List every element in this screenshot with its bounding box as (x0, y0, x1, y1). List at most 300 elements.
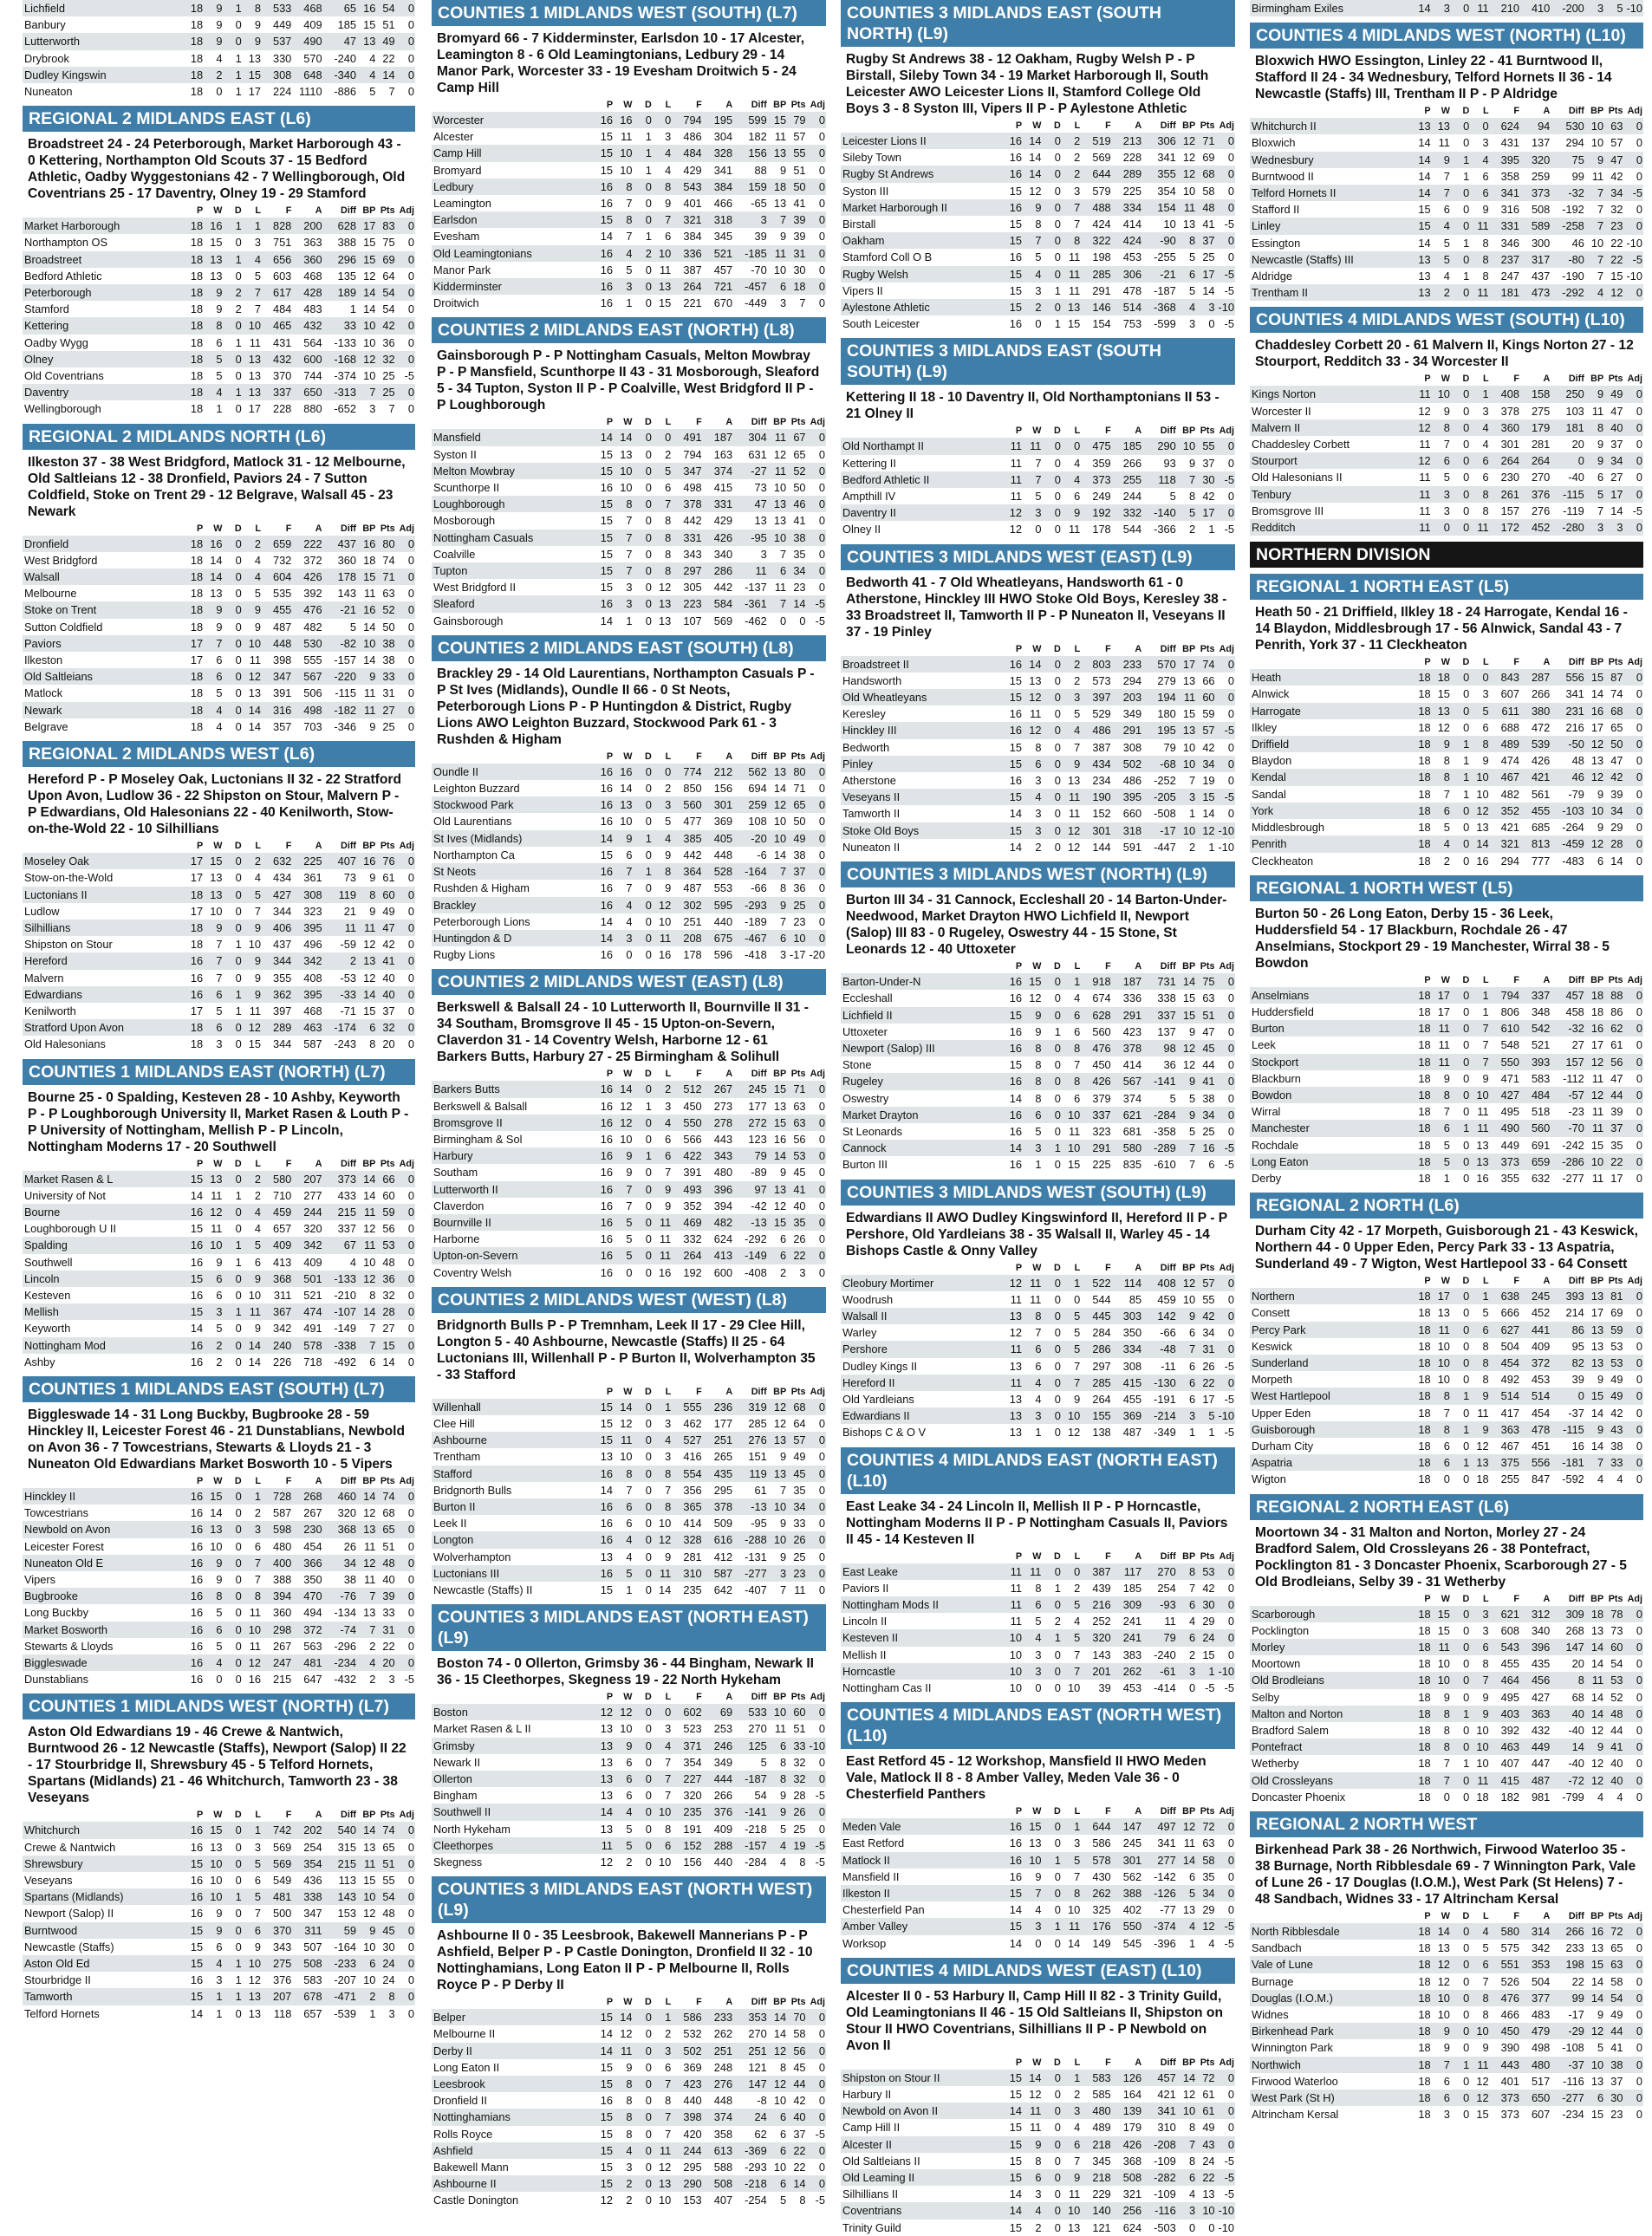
stat-pts: 63 (1202, 991, 1215, 1005)
stat-d: 0 (1463, 1657, 1470, 1671)
stat-bp: 12 (1177, 1040, 1196, 1056)
table-row (23, 1187, 415, 1204)
column-header-p: P (196, 523, 204, 534)
table-row (432, 245, 826, 262)
stat-f: 495 (1500, 1105, 1519, 1119)
stat-adj: 0 (407, 1004, 414, 1017)
stat-f: 394 (262, 1588, 292, 1604)
stat-p: 16 (190, 1539, 204, 1553)
stat-bp: 13 (357, 33, 376, 49)
table-row (1250, 1672, 1643, 1688)
stat-pts: 36 (376, 1271, 395, 1287)
stat-f: 387 (1081, 1563, 1111, 1580)
stat-a: 470 (292, 1588, 322, 1604)
stat-bp: 10 (363, 1940, 376, 1953)
team-name: Old Saltleians (23, 668, 185, 685)
stat-adj: 0 (818, 130, 825, 144)
column-header-a: A (315, 1475, 322, 1486)
stat-p: 18 (1418, 1690, 1431, 1704)
stat-w: 5 (614, 1837, 633, 1854)
stat-d: 0 (633, 211, 652, 228)
stat-l: 8 (1482, 1373, 1489, 1387)
stat-diff: 16 (1571, 1439, 1584, 1453)
stat-l: 7 (1074, 1058, 1081, 1072)
stat-p: 18 (1418, 1038, 1431, 1052)
stat-diff: -137 (745, 581, 767, 595)
column-header-adj: Adj (1627, 1911, 1642, 1922)
column-header-bp: BP (1590, 974, 1604, 985)
stat-bp: 15 (1585, 669, 1604, 686)
stat-a: 544 (1122, 523, 1142, 536)
stat-pts: 47 (1610, 754, 1623, 768)
stat-w: 5 (614, 1214, 633, 1231)
stat-w: 4 (614, 2142, 633, 2159)
stat-diff: 270 (748, 2027, 767, 2041)
stat-f: 519 (1081, 133, 1111, 149)
stat-adj: 0 (1216, 689, 1235, 705)
stat-p: 15 (600, 2127, 614, 2141)
stat-p: 13 (1004, 1308, 1023, 1324)
stat-w: 9 (216, 302, 223, 316)
stat-p: 15 (1004, 299, 1023, 315)
stat-w: 14 (204, 569, 223, 585)
column-header-w: W (1441, 1911, 1450, 1922)
stat-pts: 54 (376, 0, 395, 16)
stat-pts: 36 (793, 881, 806, 895)
stat-d: 1 (1042, 1629, 1061, 1646)
table-row (1250, 719, 1643, 736)
stat-l: 12 (653, 1531, 672, 1548)
stat-w: 9 (1432, 2023, 1451, 2039)
team-name: Alcester (433, 130, 474, 144)
stat-diff: 26 (343, 1539, 357, 1553)
column-header-pts: Pts (790, 1386, 806, 1397)
stat-p: 16 (1009, 250, 1023, 264)
stat-p: 18 (1412, 669, 1431, 686)
stat-w: 6 (216, 1288, 223, 1302)
stat-p: 18 (1412, 1154, 1431, 1170)
stat-adj: -10 (1218, 2220, 1234, 2234)
stat-l: 9 (665, 848, 672, 861)
stat-diff: -77 (1160, 1903, 1176, 1917)
stat-a: 277 (303, 1188, 322, 1202)
stat-adj: 0 (807, 1704, 826, 1720)
stat-a: 374 (703, 463, 733, 479)
table-row (1250, 752, 1643, 769)
stat-d: 0 (645, 782, 652, 796)
stat-f: 406 (262, 920, 292, 936)
stat-adj: 0 (807, 1081, 826, 1097)
stat-diff: 5 (1169, 490, 1176, 504)
stat-f: 337 (1081, 1107, 1111, 1123)
stat-adj: 0 (1636, 169, 1642, 183)
stat-d: 0 (223, 1337, 242, 1354)
column-header-f: F (1105, 426, 1111, 437)
stat-diff: -57 (1551, 1087, 1585, 1103)
stat-l: 14 (1068, 1936, 1081, 1950)
stat-adj: 0 (1624, 1706, 1644, 1722)
column-header-diff: Diff (751, 417, 767, 428)
column-2 (432, 0, 826, 2219)
stat-f: 427 (262, 887, 292, 903)
stat-bp: 11 (357, 702, 376, 718)
stat-adj: 0 (1624, 519, 1644, 536)
stat-f: 376 (272, 1973, 292, 1987)
stat-w: 9 (204, 920, 223, 936)
column-header-adj: Adj (810, 1386, 825, 1397)
stat-f: 365 (672, 1498, 702, 1515)
stat-l: 7 (665, 1166, 672, 1180)
stat-p: 18 (1412, 1956, 1431, 1973)
stat-w: 8 (1432, 419, 1451, 436)
stat-l: 4 (653, 830, 672, 847)
stat-pts: 29 (1610, 821, 1623, 835)
column-header-l: L (1074, 1262, 1081, 1273)
column-header-d: D (1462, 106, 1470, 117)
stat-pts: 26 (1202, 1359, 1215, 1373)
table-row (1250, 1606, 1643, 1622)
stat-diff: -112 (1563, 1071, 1584, 1085)
stat-l: 1 (1062, 1818, 1081, 1835)
stat-w: 7 (626, 1483, 633, 1497)
table-row (23, 936, 415, 952)
stat-p: 18 (185, 601, 204, 618)
stat-a: 480 (713, 1166, 733, 1180)
table-row (841, 772, 1235, 789)
team-name: Birstall (842, 218, 876, 231)
stat-pts: 4 (1208, 1936, 1215, 1950)
stat-d: 1 (235, 938, 242, 952)
stat-a: 490 (292, 33, 322, 49)
stat-diff: 151 (748, 1450, 767, 1464)
stat-bp: 10 (357, 635, 376, 652)
stat-p: 18 (1418, 1406, 1431, 1420)
team-name: Redditch (1250, 519, 1412, 536)
table-row (1250, 1170, 1643, 1186)
stat-bp: 12 (1585, 769, 1604, 785)
stat-pts: 42 (793, 2094, 806, 2108)
column-header-d: D (1054, 2057, 1061, 2068)
stat-pts: 63 (793, 1099, 806, 1113)
table-row (432, 1821, 826, 1837)
stat-l: 2 (1062, 166, 1081, 182)
stat-pts: 44 (1202, 1058, 1215, 1072)
stat-adj: 0 (407, 1539, 414, 1553)
stat-bp: 6 (1189, 1326, 1196, 1340)
stat-adj: 0 (1227, 456, 1234, 470)
column-header-adj: Adj (1627, 1276, 1642, 1287)
stat-l: 3 (254, 236, 262, 250)
stat-adj: 0 (1216, 1107, 1235, 1123)
team-name: Moortown (1252, 1657, 1301, 1671)
stat-d: 0 (645, 581, 652, 595)
stat-pts: 50 (1604, 736, 1623, 752)
stat-bp: 14 (357, 1822, 376, 1838)
stat-d: 0 (633, 496, 652, 512)
stat-d: 0 (645, 948, 652, 962)
team-name: Dronfield (23, 536, 185, 552)
stat-d: 1 (223, 384, 242, 400)
stat-d: 1 (645, 1099, 652, 1113)
stat-l: 8 (665, 1822, 672, 1836)
column-header-adj: Adj (810, 417, 825, 428)
stat-f: 262 (1081, 1885, 1111, 1901)
stat-diff: 142 (1142, 1308, 1177, 1324)
stat-pts: 41 (793, 514, 806, 528)
team-name: Luctonians III (432, 1565, 595, 1582)
stat-pts: 57 (787, 1432, 806, 1448)
table-row (23, 0, 415, 16)
stat-d: 0 (1463, 1339, 1470, 1353)
stat-l: 8 (1470, 486, 1489, 503)
team-name: Bridgnorth Bulls (433, 1483, 512, 1497)
league-section (23, 741, 415, 1052)
team-column-header (23, 1158, 185, 1171)
stat-a: 301 (1112, 1852, 1142, 1869)
stat-w: 6 (1443, 2074, 1450, 2088)
stat-adj: 0 (1227, 2088, 1234, 2102)
stat-d: 0 (1054, 1392, 1061, 1406)
column-header-p: P (606, 417, 614, 428)
table-row (841, 1056, 1235, 1073)
stat-a: 508 (1531, 203, 1551, 217)
stat-p: 13 (595, 1771, 614, 1787)
stat-w: 6 (626, 848, 633, 861)
stat-bp: 10 (1177, 756, 1196, 772)
stat-bp: 7 (1585, 1454, 1604, 1471)
stat-p: 17 (185, 853, 204, 869)
table-row (1250, 235, 1643, 251)
table-row (432, 764, 826, 780)
table-row (432, 446, 826, 463)
column-header-f: F (285, 1158, 292, 1169)
stat-l: 9 (1062, 756, 1081, 772)
stat-a: 453 (1122, 250, 1142, 264)
column-header-a: A (315, 205, 322, 217)
stat-a: 424 (1112, 232, 1142, 249)
team-name: Castle Donington (433, 2194, 519, 2207)
stat-adj: 0 (407, 1288, 414, 1302)
stat-diff: 11 (733, 562, 768, 579)
stat-d: 0 (633, 764, 652, 780)
stat-adj: 0 (396, 1488, 415, 1505)
stat-p: 16 (190, 1355, 204, 1368)
stat-pts: 32 (376, 351, 395, 367)
stat-f: 224 (272, 85, 292, 99)
stat-d: 0 (1054, 1903, 1061, 1917)
stat-w: 3 (626, 2161, 633, 2174)
stat-bp: 7 (1177, 1140, 1196, 1156)
results-summary: Durham City 42 - 17 Morpeth, Guisborough 21 - 43 Keswick, Northern 44 - 0 Upper Eden, Percy Park 33 - 13 Aspatria, Sunderland 49 - 7 Wigton, West Hartlepool 33 - 64 Consett (1255, 1224, 1638, 1272)
stat-p: 16 (600, 1166, 614, 1180)
standings-table (23, 0, 415, 100)
table-row (841, 2086, 1235, 2103)
standings-table (841, 643, 1235, 855)
stat-diff: 93 (1163, 456, 1176, 470)
stat-l: 1 (243, 1488, 262, 1505)
stat-f: 580 (1490, 1923, 1520, 1940)
stat-a: 384 (703, 179, 733, 195)
stat-a: 440 (713, 1856, 733, 1869)
team-name: Stourport (1250, 452, 1412, 469)
column-header-d: D (645, 417, 652, 428)
table-row (432, 562, 826, 579)
stat-pts: 70 (787, 2009, 806, 2025)
stat-a: 410 (1520, 0, 1551, 16)
stat-a: 428 (292, 284, 322, 301)
stat-a: 338 (292, 1888, 322, 1905)
stat-w: 10 (1432, 386, 1451, 402)
table-row (23, 351, 415, 367)
stat-bp: 10 (1585, 2057, 1604, 2073)
stat-d: 0 (1042, 789, 1061, 805)
section-title: COUNTIES 2 MIDLANDS WEST (WEST) (L8) (432, 1287, 826, 1313)
stat-p: 15 (595, 2076, 614, 2092)
table-row (841, 1140, 1235, 1156)
stat-p: 15 (1004, 2169, 1023, 2186)
stat-p: 15 (1009, 283, 1023, 297)
stat-a: 600 (292, 351, 322, 367)
stat-f: 522 (1081, 1275, 1111, 1291)
table-row (841, 656, 1235, 673)
stat-w: 15 (1432, 1606, 1451, 1622)
stat-bp: 11 (1591, 169, 1604, 183)
stat-d: 0 (223, 1171, 242, 1187)
stat-f: 442 (683, 514, 702, 528)
stat-w: 7 (1443, 438, 1450, 452)
column-header-diff: Diff (1568, 1276, 1584, 1287)
stat-f: 500 (272, 1907, 292, 1921)
stat-a: 354 (292, 1856, 322, 1872)
team-name: Upper Eden (1252, 1406, 1311, 1420)
stat-l: 9 (243, 1271, 262, 1287)
stat-diff: -157 (733, 1837, 768, 1854)
stat-d: 0 (1042, 2136, 1061, 2153)
team-name: Oundle II (432, 764, 595, 780)
stat-d: 0 (645, 848, 652, 861)
stat-bp: 5 (780, 2194, 787, 2207)
team-name: Barkers Butts (432, 1081, 595, 1097)
stat-l: 17 (248, 85, 262, 99)
stat-adj: 0 (1624, 1923, 1644, 1940)
stat-pts: 54 (1604, 1990, 1623, 2006)
stat-adj: 0 (1216, 973, 1235, 990)
stat-pts: 53 (1604, 1672, 1623, 1688)
stat-diff: 0 (1551, 1388, 1585, 1404)
stat-a: 376 (1520, 486, 1551, 503)
stat-d: 0 (1042, 166, 1061, 182)
column-header-diff: Diff (751, 1997, 767, 2008)
stat-l: 12 (243, 1654, 262, 1671)
stat-d: 0 (1451, 218, 1470, 234)
stat-w: 6 (204, 1622, 223, 1638)
team-name: Dronfield II (433, 2094, 487, 2108)
team-name: Market Drayton (841, 1107, 1004, 1123)
stat-l: 6 (1482, 720, 1489, 734)
stat-w: 5 (216, 369, 223, 383)
stat-adj: 0 (1636, 854, 1642, 868)
stat-w: 1 (1443, 1171, 1450, 1185)
team-name: Mansfield II (842, 1869, 900, 1883)
stat-a: 222 (292, 536, 322, 552)
stat-w: 1 (626, 1583, 633, 1596)
stat-d: 0 (1451, 803, 1470, 819)
column-header-adj: Adj (1219, 961, 1234, 972)
stat-l: 7 (1074, 1359, 1081, 1373)
stat-p: 12 (600, 1856, 614, 1869)
stat-a: 596 (713, 948, 733, 962)
stat-d: 0 (1042, 756, 1061, 772)
stat-diff: 254 (1157, 1581, 1176, 1595)
stat-diff: 231 (1551, 703, 1585, 719)
stat-diff: -293 (733, 897, 768, 913)
stat-l: 5 (243, 1237, 262, 1253)
stat-d: 0 (645, 1132, 652, 1146)
stat-f: 343 (683, 547, 702, 561)
stat-bp: 3 (1189, 317, 1196, 331)
stat-diff: 570 (1142, 656, 1177, 673)
stat-pts: 32 (793, 1755, 806, 1769)
stat-f: 476 (1490, 1990, 1520, 2006)
stat-diff: 82 (1551, 1355, 1585, 1371)
stat-w: 5 (1443, 821, 1450, 835)
stat-w: 2 (1443, 854, 1450, 868)
stat-l: 2 (254, 1188, 262, 1202)
stat-bp: 7 (1585, 251, 1604, 268)
stat-bp: 15 (363, 236, 376, 250)
table-row (1250, 1054, 1643, 1070)
table-row (23, 218, 415, 234)
stat-p: 18 (1412, 803, 1431, 819)
team-name: Cleethorpes (432, 1837, 595, 1854)
column-header-w: W (1032, 2057, 1042, 2068)
stat-bp: 10 (1585, 118, 1604, 134)
stat-diff: -29 (1551, 2023, 1585, 2039)
stat-adj: -5 (1624, 185, 1644, 201)
stat-adj: 0 (396, 1622, 415, 1638)
stat-adj: 0 (396, 635, 415, 652)
team-name: Olney (23, 351, 185, 367)
stat-diff: -255 (1154, 250, 1176, 264)
team-name: Huntingdon & D (432, 930, 595, 946)
stat-p: 18 (1412, 1639, 1431, 1655)
standings-table (1250, 1275, 1643, 1487)
stat-p: 18 (190, 369, 204, 383)
stat-pts: 40 (376, 986, 395, 1003)
team-name: Aston Old Ed (23, 1955, 185, 1972)
stat-bp: 17 (1590, 1306, 1604, 1320)
stat-p: 16 (190, 1572, 204, 1586)
stat-adj: 0 (1216, 1040, 1235, 1056)
stat-a: 308 (292, 887, 322, 903)
stat-diff: 556 (1551, 669, 1585, 686)
stat-l: 3 (665, 130, 672, 144)
stat-p: 10 (1009, 1680, 1023, 1694)
stat-p: 16 (1009, 774, 1023, 788)
league-section (841, 338, 1235, 537)
stat-f: 398 (672, 2109, 702, 2125)
stat-a: 589 (1520, 218, 1551, 234)
stat-adj: 0 (396, 668, 415, 685)
stat-pts: 79 (787, 112, 806, 128)
stat-w: 15 (1437, 687, 1450, 701)
table-row (1250, 1087, 1643, 1103)
stat-p: 15 (600, 2060, 614, 2074)
stat-diff: -182 (323, 702, 357, 718)
stat-a: 393 (1520, 1054, 1551, 1070)
stat-p: 18 (1418, 787, 1431, 801)
stat-a: 380 (1520, 703, 1551, 719)
